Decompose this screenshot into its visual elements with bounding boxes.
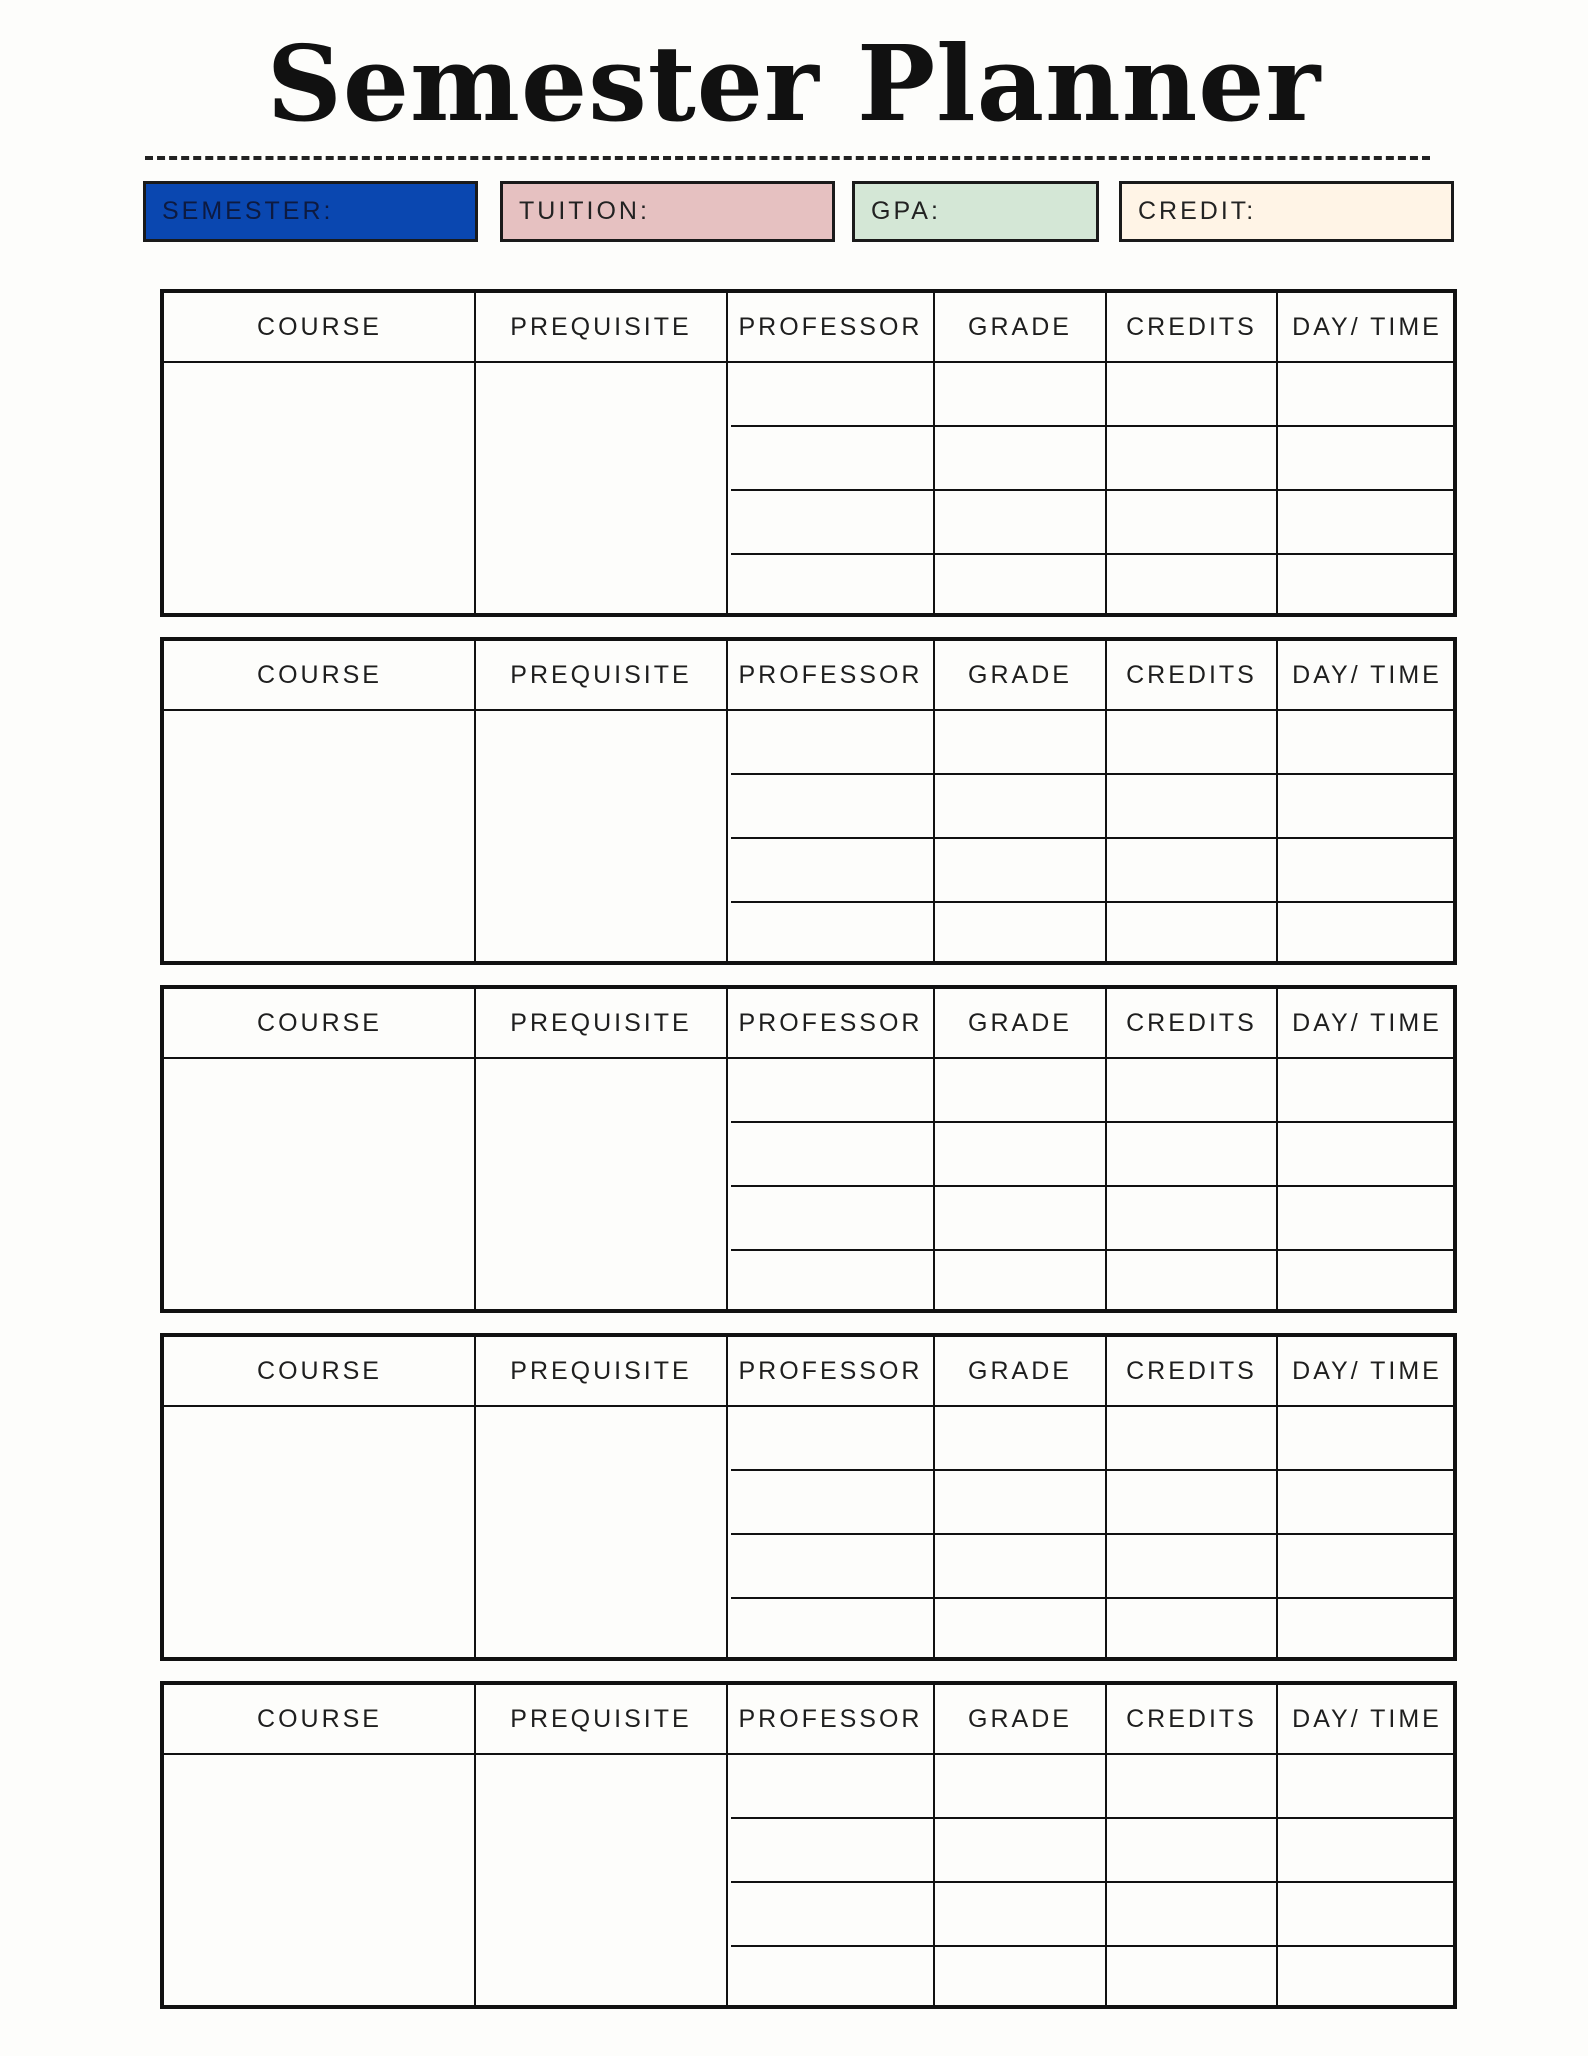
entry-row-divider	[731, 1533, 1453, 1535]
header-prerequisite: PREQUISITE	[510, 1704, 692, 1733]
column-divider	[1105, 293, 1107, 613]
column-divider	[726, 641, 728, 961]
course-entry-cell[interactable]	[164, 1059, 473, 1309]
column-divider	[933, 989, 935, 1309]
column-divider	[1276, 1685, 1278, 2005]
gpa-field[interactable]	[852, 181, 1099, 242]
entry-row-divider	[731, 489, 1453, 491]
column-divider	[726, 293, 728, 613]
course-table-4	[160, 1333, 1457, 1661]
course-table-5	[160, 1681, 1457, 2009]
course-table-2	[160, 637, 1457, 965]
column-divider	[1276, 641, 1278, 961]
table-header-row	[164, 1685, 1453, 1755]
title-divider	[145, 156, 1430, 160]
column-divider	[726, 989, 728, 1309]
entry-row-divider	[731, 1249, 1453, 1251]
table-header-row	[164, 989, 1453, 1059]
header-grade: GRADE	[968, 1008, 1072, 1037]
gpa-label: GPA:	[871, 197, 941, 225]
header-day-time: DAY/ TIME	[1292, 312, 1442, 341]
table-header-row	[164, 293, 1453, 363]
header-credits: CREDITS	[1126, 1704, 1257, 1733]
credit-field[interactable]	[1119, 181, 1454, 242]
entry-row-divider	[731, 1945, 1453, 1947]
header-credits: CREDITS	[1126, 1356, 1257, 1385]
course-table-1	[160, 289, 1457, 617]
column-divider	[1105, 641, 1107, 961]
column-divider	[933, 293, 935, 613]
table-header-row	[164, 641, 1453, 711]
course-table-3	[160, 985, 1457, 1313]
page-title: Semester Planner	[266, 22, 1322, 145]
header-professor: PROFESSOR	[738, 312, 923, 341]
entry-row-divider	[731, 425, 1453, 427]
header-course: COURSE	[257, 660, 382, 689]
column-divider	[1276, 989, 1278, 1309]
column-divider	[1105, 1337, 1107, 1657]
course-entry-cell[interactable]	[164, 711, 473, 961]
prerequisite-entry-cell[interactable]	[476, 363, 725, 613]
column-divider	[933, 641, 935, 961]
prerequisite-entry-cell[interactable]	[476, 1059, 725, 1309]
entry-row-divider	[731, 901, 1453, 903]
column-divider	[933, 1685, 935, 2005]
header-day-time: DAY/ TIME	[1292, 1356, 1442, 1385]
header-grade: GRADE	[968, 1704, 1072, 1733]
header-course: COURSE	[257, 1356, 382, 1385]
entry-row-divider	[731, 837, 1453, 839]
header-course: COURSE	[257, 312, 382, 341]
header-day-time: DAY/ TIME	[1292, 660, 1442, 689]
course-entry-cell[interactable]	[164, 1755, 473, 2005]
header-grade: GRADE	[968, 660, 1072, 689]
header-credits: CREDITS	[1126, 660, 1257, 689]
header-grade: GRADE	[968, 312, 1072, 341]
column-divider	[1105, 1685, 1107, 2005]
header-day-time: DAY/ TIME	[1292, 1008, 1442, 1037]
column-divider	[933, 1337, 935, 1657]
semester-field[interactable]	[143, 181, 478, 242]
header-prerequisite: PREQUISITE	[510, 1356, 692, 1385]
column-divider	[1276, 293, 1278, 613]
entry-row-divider	[731, 1881, 1453, 1883]
header-day-time: DAY/ TIME	[1292, 1704, 1442, 1733]
tuition-label: TUITION:	[519, 197, 650, 225]
entry-row-divider	[731, 1185, 1453, 1187]
header-prerequisite: PREQUISITE	[510, 312, 692, 341]
summary-bar	[143, 181, 1455, 248]
header-grade: GRADE	[968, 1356, 1072, 1385]
header-professor: PROFESSOR	[738, 1704, 923, 1733]
entry-row-divider	[731, 1121, 1453, 1123]
prerequisite-entry-cell[interactable]	[476, 711, 725, 961]
entry-row-divider	[731, 553, 1453, 555]
credit-label: CREDIT:	[1138, 197, 1257, 225]
semester-label: SEMESTER:	[162, 197, 334, 225]
header-professor: PROFESSOR	[738, 660, 923, 689]
header-credits: CREDITS	[1126, 1008, 1257, 1037]
table-header-row	[164, 1337, 1453, 1407]
entry-row-divider	[731, 1597, 1453, 1599]
header-credits: CREDITS	[1126, 312, 1257, 341]
tuition-field[interactable]	[500, 181, 835, 242]
course-entry-cell[interactable]	[164, 363, 473, 613]
header-professor: PROFESSOR	[738, 1008, 923, 1037]
header-prerequisite: PREQUISITE	[510, 660, 692, 689]
entry-row-divider	[731, 773, 1453, 775]
column-divider	[1105, 989, 1107, 1309]
entry-row-divider	[731, 1469, 1453, 1471]
header-professor: PROFESSOR	[738, 1356, 923, 1385]
course-entry-cell[interactable]	[164, 1407, 473, 1657]
column-divider	[726, 1685, 728, 2005]
column-divider	[1276, 1337, 1278, 1657]
header-prerequisite: PREQUISITE	[510, 1008, 692, 1037]
column-divider	[726, 1337, 728, 1657]
header-course: COURSE	[257, 1704, 382, 1733]
prerequisite-entry-cell[interactable]	[476, 1755, 725, 2005]
entry-row-divider	[731, 1817, 1453, 1819]
prerequisite-entry-cell[interactable]	[476, 1407, 725, 1657]
header-course: COURSE	[257, 1008, 382, 1037]
